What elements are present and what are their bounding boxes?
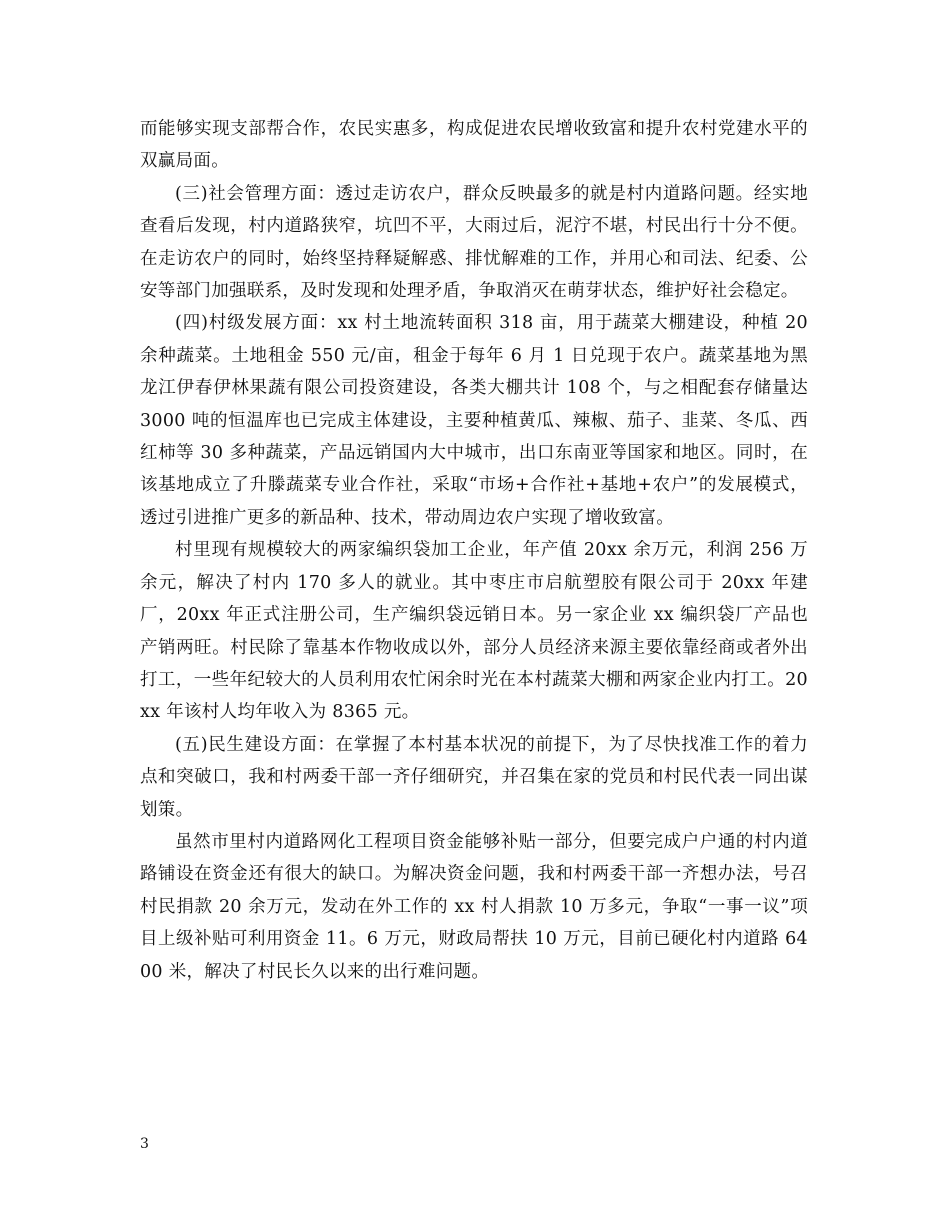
paragraph-village-enterprises: 村里现有规模较大的两家编织袋加工企业，年产值 20xx 余万元，利润 256 万余元，解决了村内 170 多人的就业。其中枣庄市启航塑胶有限公司于 20xx 年建厂，20xx 年正式注册公司，生产编织袋远销日本。另一家企业 xx 编织袋厂产品也产销两旺。村民除了靠基本作物收成以外，部分人员经济来源主要依靠经商或者外出打工，一些年纪较大的人员利用农忙闲余时光在本村蔬菜大棚和两家企业内打工。20xx 年该村人均年收入为 8365 元。 <box>140 540 808 723</box>
paragraph-continuation: 而能够实现支部帮合作，农民实惠多，构成促进农民增收致富和提升农村党建水平的双赢局面。 <box>140 119 808 172</box>
paragraph-social-management: (三)社会管理方面：透过走访农户，群众反映最多的就是村内道路问题。经实地查看后发现，村内道路狭窄，坑凹不平，大雨过后，泥泞不堪，村民出行十分不便。在走访农户的同时，始终坚持释疑解惑、排忧解难的工作，并用心和司法、纪委、公安等部门加强联系，及时发现和处理矛盾，争取消灭在萌芽状态，维护好社会稳定。 <box>140 183 808 302</box>
paragraph-road-funding: 虽然市里村内道路网化工程项目资金能够补贴一部分，但要完成户户通的村内道路铺设在资金还有很大的缺口。为解决资金问题，我和村两委干部一齐想办法，号召村民捐款 20 余万元，发动在外工作的 xx 村人捐款 10 万多元，争取“一事一议”项目上级补贴可利用资金 11。6 万元，财政局帮扶 10 万元，目前已硬化村内道路 6400 米，解决了村民长久以来的出行难问题。 <box>140 831 808 982</box>
page-number: 3 <box>140 1136 149 1152</box>
document-body <box>140 113 808 988</box>
paragraph-village-development: (四)村级发展方面：xx 村土地流转面积 318 亩，用于蔬菜大棚建设，种植 20 余种蔬菜。土地租金 550 元/亩，租金于每年 6 月 1 日兑现于农户。蔬菜基地为黑龙江伊春伊林果蔬有限公司投资建设，各类大棚共计 108 个，与之相配套存储量达 3000 吨的恒温库也已完成主体建设，主要种植黄瓜、辣椒、茄子、韭菜、冬瓜、西红柿等 30 多种蔬菜，产品远销国内大中城市，出口东南亚等国家和地区。同时，在该基地成立了升滕蔬菜专业合作社，采取“市场+合作社+基地+农户”的发展模式，透过引进推广更多的新品种、技术，带动周边农户实现了增收致富。 <box>140 313 808 528</box>
paragraph-livelihood-construction: (五)民生建设方面：在掌握了本村基本状况的前提下，为了尽快找准工作的着力点和突破口，我和村两委干部一齐仔细研究，并召集在家的党员和村民代表一同出谋划策。 <box>140 734 808 820</box>
